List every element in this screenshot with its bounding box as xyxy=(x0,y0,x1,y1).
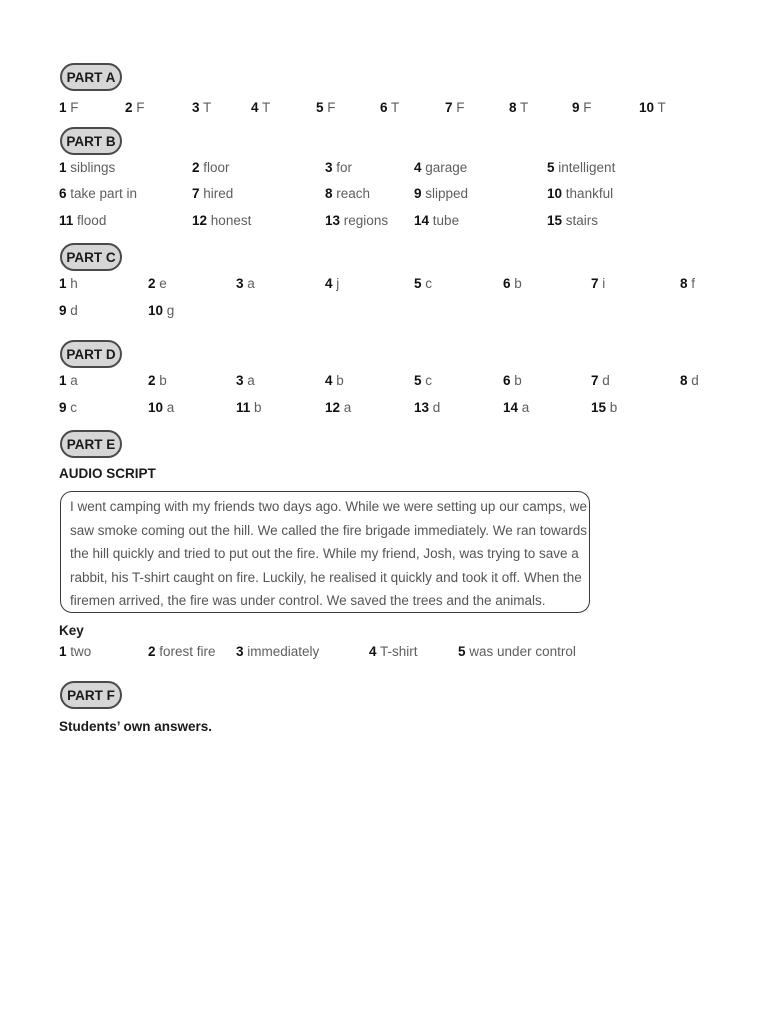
audio-script-heading: AUDIO SCRIPT xyxy=(59,466,156,481)
question-number: 1 xyxy=(59,160,67,175)
answer-item xyxy=(591,275,605,293)
answer-value: a xyxy=(343,400,352,415)
answer-value: b xyxy=(336,373,344,388)
question-number: 8 xyxy=(680,276,688,291)
question-number: 10 xyxy=(547,186,563,201)
answer-value: slipped xyxy=(425,186,469,201)
answer-value: hired xyxy=(203,186,234,201)
answer-item xyxy=(325,372,344,390)
answer-value: b xyxy=(514,373,522,388)
question-number: 10 xyxy=(639,100,655,115)
question-number: 8 xyxy=(325,186,333,201)
audio-script-line: rabbit, his T-shirt caught on fire. Luckily, he realised it quickly and took it off. When the xyxy=(70,569,582,585)
question-number: 7 xyxy=(591,276,599,291)
question-number: 5 xyxy=(414,276,422,291)
question-number: 3 xyxy=(236,644,244,659)
question-number: 11 xyxy=(59,213,74,228)
answer-item xyxy=(59,159,115,177)
question-number: 6 xyxy=(380,100,388,115)
answer-item xyxy=(125,99,145,117)
answer-value: e xyxy=(159,276,167,291)
answer-item xyxy=(547,212,598,230)
question-number: 2 xyxy=(192,160,200,175)
question-number: 2 xyxy=(148,276,156,291)
answer-item xyxy=(414,399,440,417)
answer-item xyxy=(503,372,522,390)
question-number: 3 xyxy=(236,373,244,388)
answer-value: d xyxy=(432,400,441,415)
key-item xyxy=(59,643,91,661)
answer-item xyxy=(316,99,336,117)
question-number: 5 xyxy=(547,160,555,175)
answer-item xyxy=(591,399,617,417)
answer-item xyxy=(148,302,174,320)
part-b-label: PART B xyxy=(60,127,122,155)
answer-value: a xyxy=(247,373,255,388)
answer-item xyxy=(380,99,399,117)
answer-value: a xyxy=(70,373,78,388)
question-number: 6 xyxy=(503,373,511,388)
answer-value: d xyxy=(70,303,78,318)
answer-value: T xyxy=(391,100,400,115)
answer-item xyxy=(59,399,77,417)
answer-item xyxy=(59,212,106,230)
answer-item xyxy=(414,159,467,177)
answer-item xyxy=(591,372,610,390)
answer-item xyxy=(59,185,137,203)
answer-item xyxy=(192,212,251,230)
answer-value: T xyxy=(203,100,212,115)
question-number: 3 xyxy=(192,100,200,115)
question-number: 1 xyxy=(59,276,67,291)
answer-value: stairs xyxy=(565,213,599,228)
question-number: 7 xyxy=(445,100,453,115)
answer-item xyxy=(414,275,432,293)
part-c-label: PART C xyxy=(60,243,122,271)
answer-value: for xyxy=(336,160,353,175)
answer-value: T xyxy=(520,100,529,115)
answer-value: b xyxy=(609,400,618,415)
answer-value: take part in xyxy=(70,186,138,201)
question-number: 3 xyxy=(325,160,333,175)
answer-item xyxy=(251,99,270,117)
answer-value: d xyxy=(602,373,610,388)
answer-value: h xyxy=(70,276,78,291)
question-number: 2 xyxy=(148,373,156,388)
part-a-label: PART A xyxy=(60,63,122,91)
answer-item xyxy=(59,275,78,293)
question-number: 2 xyxy=(125,100,133,115)
answer-item xyxy=(59,302,78,320)
answer-value: b xyxy=(159,373,167,388)
audio-script-line: the hill quickly and tried to put out the fire. While my friend, Josh, was trying to save a xyxy=(70,546,579,562)
answer-item xyxy=(503,399,529,417)
answer-item xyxy=(325,159,352,177)
key-heading: Key xyxy=(59,623,84,638)
question-number: 2 xyxy=(148,644,156,659)
question-number: 8 xyxy=(509,100,517,115)
answer-value: c xyxy=(425,276,433,291)
question-number: 1 xyxy=(59,100,67,115)
answer-item xyxy=(192,159,230,177)
part-f-answer: Students’ own answers. xyxy=(59,719,213,734)
answer-item xyxy=(325,185,370,203)
answer-value: tube xyxy=(432,213,460,228)
answer-item xyxy=(414,212,459,230)
question-number: 7 xyxy=(591,373,599,388)
question-number: 9 xyxy=(572,100,580,115)
question-number: 12 xyxy=(325,400,341,415)
answer-value: flood xyxy=(77,213,107,228)
answer-value: regions xyxy=(343,213,389,228)
part-f-label: PART F xyxy=(60,681,122,709)
answer-value: b xyxy=(514,276,522,291)
answer-value: was under control xyxy=(469,644,576,659)
question-number: 5 xyxy=(458,644,466,659)
answer-item xyxy=(148,399,174,417)
question-number: 1 xyxy=(59,373,67,388)
answer-value: garage xyxy=(425,160,468,175)
answer-item xyxy=(680,275,695,293)
question-number: 12 xyxy=(192,213,208,228)
audio-script-line: I went camping with my friends two days ago. While we were setting up our camps, we xyxy=(70,499,587,514)
answer-value: a xyxy=(521,400,530,415)
answer-item xyxy=(325,212,388,230)
question-number: 6 xyxy=(59,186,67,201)
part-d-label: PART D xyxy=(60,340,122,368)
answer-item xyxy=(236,399,262,417)
key-item xyxy=(458,643,576,661)
answer-value: intelligent xyxy=(558,160,616,175)
question-number: 10 xyxy=(148,400,164,415)
question-number: 15 xyxy=(547,213,563,228)
part-e-label: PART E xyxy=(60,430,122,458)
question-number: 11 xyxy=(236,400,251,415)
answer-value: T-shirt xyxy=(380,644,418,659)
answer-value: i xyxy=(602,276,606,291)
answer-item xyxy=(639,99,666,117)
answer-item xyxy=(192,185,233,203)
answer-value: siblings xyxy=(70,160,116,175)
question-number: 14 xyxy=(503,400,519,415)
question-number: 4 xyxy=(325,373,333,388)
key-item xyxy=(236,643,319,661)
answer-value: F xyxy=(70,100,79,115)
question-number: 10 xyxy=(148,303,164,318)
answer-value: two xyxy=(70,644,92,659)
question-number: 4 xyxy=(325,276,333,291)
answer-value: c xyxy=(70,400,78,415)
question-number: 4 xyxy=(251,100,259,115)
answer-item xyxy=(59,372,78,390)
answer-value: thankful xyxy=(565,186,614,201)
audio-script-line: saw smoke coming out the hill. We called the fire brigade immediately. We ran towards xyxy=(70,522,587,538)
answer-value: forest fire xyxy=(159,644,216,659)
answer-value: F xyxy=(136,100,145,115)
answer-item xyxy=(148,275,167,293)
question-number: 6 xyxy=(503,276,511,291)
answer-value: a xyxy=(247,276,255,291)
answer-value: g xyxy=(166,303,175,318)
answer-item xyxy=(148,372,167,390)
question-number: 4 xyxy=(414,160,422,175)
answer-value: a xyxy=(166,400,175,415)
answer-value: T xyxy=(262,100,271,115)
answer-value: b xyxy=(254,400,262,415)
question-number: 8 xyxy=(680,373,688,388)
question-number: 5 xyxy=(316,100,324,115)
question-number: 9 xyxy=(59,303,67,318)
audio-script-line: firemen arrived, the fire was under control. We saved the trees and the animals. xyxy=(70,593,546,609)
answer-item xyxy=(325,399,351,417)
answer-item xyxy=(236,372,255,390)
answer-value: floor xyxy=(203,160,230,175)
answer-item xyxy=(572,99,592,117)
answer-value: reach xyxy=(336,186,371,201)
answer-value: T xyxy=(657,100,666,115)
answer-value: c xyxy=(425,373,433,388)
question-number: 9 xyxy=(59,400,67,415)
answer-item xyxy=(547,159,615,177)
key-item xyxy=(148,643,216,661)
answer-item xyxy=(414,185,468,203)
answer-value: f xyxy=(691,276,696,291)
answer-item xyxy=(547,185,613,203)
answer-value: F xyxy=(583,100,592,115)
answer-item xyxy=(680,372,699,390)
question-number: 5 xyxy=(414,373,422,388)
answer-item xyxy=(236,275,255,293)
answer-item xyxy=(445,99,465,117)
key-item xyxy=(369,643,418,661)
question-number: 7 xyxy=(192,186,200,201)
question-number: 14 xyxy=(414,213,430,228)
answer-item xyxy=(509,99,528,117)
answer-value: j xyxy=(336,276,340,291)
question-number: 4 xyxy=(369,644,377,659)
question-number: 13 xyxy=(325,213,341,228)
answer-value: honest xyxy=(210,213,252,228)
answer-value: immediately xyxy=(247,644,320,659)
audio-script-box xyxy=(60,491,590,613)
answer-value: d xyxy=(691,373,699,388)
answer-item xyxy=(503,275,522,293)
question-number: 13 xyxy=(414,400,430,415)
answer-item xyxy=(325,275,339,293)
answer-value: F xyxy=(327,100,336,115)
question-number: 15 xyxy=(591,400,607,415)
question-number: 1 xyxy=(59,644,67,659)
answer-item xyxy=(192,99,211,117)
question-number: 3 xyxy=(236,276,244,291)
answer-value: F xyxy=(456,100,465,115)
answer-item xyxy=(59,99,79,117)
answer-item xyxy=(414,372,432,390)
question-number: 9 xyxy=(414,186,422,201)
